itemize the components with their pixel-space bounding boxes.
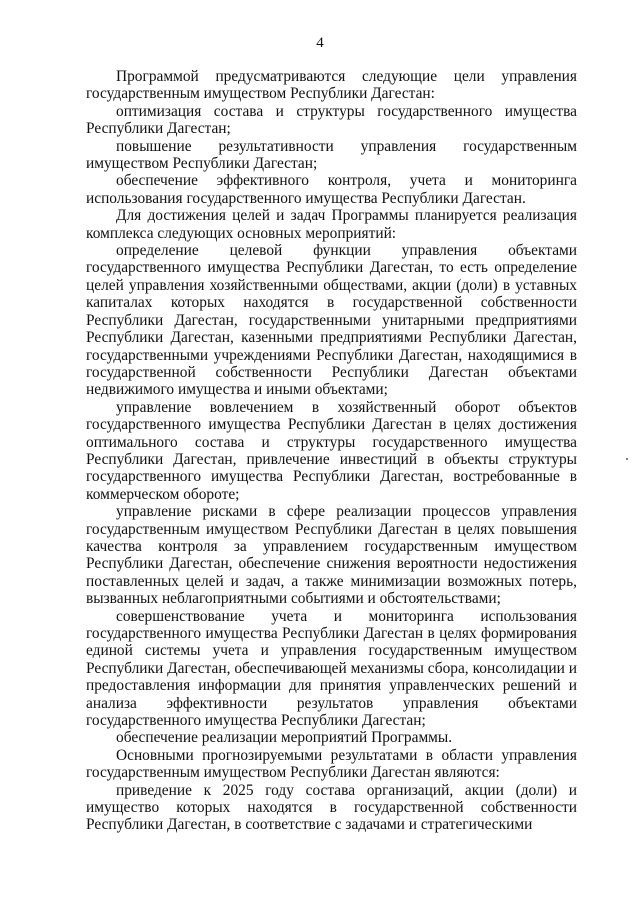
- paragraph-economic-turnover: управление вовлечением в хозяйственный оборот объектов государственного имущества Республики Дагестан в целях достижения оптимального состава и структуры государственного имущества Республики Дагестан, привлечение инвестиций в объекты структуры государственного имущества Республики Дагестан, востребованные в коммерческом обороте;: [86, 398, 577, 503]
- paragraph-target-function: определение целевой функции управления объектами государственного имущества Республики Дагестан, то есть определение целей управления хозяйственными обществами, акции (доли) в уставных капиталах которых находятся в государственной собственности Республики Дагестан, государственными унитарными предприятиями Республики Дагестан, казенными предприятиями Республики Дагестан, государственными учреждениями Республики Дагестан, находящимися в государственной собственности Республики Дагестан объектами недвижимого имущества и иными объектами;: [86, 242, 577, 399]
- document-body: [86, 68, 577, 834]
- paragraph-optimization: оптимизация состава и структуры государственного имущества Республики Дагестан;: [86, 102, 577, 138]
- paragraph-implementation: обеспечение реализации мероприятий Программы.: [116, 729, 453, 747]
- paragraph-measures-intro: Для достижения целей и задач Программы планируется реализация комплекса следующих основных мероприятий:: [86, 207, 577, 242]
- paragraph-expected-results: Основными прогнозируемыми результатами в области управления государственным имуществом Республики Дагестан являются:: [86, 746, 577, 782]
- paragraph-program-goals: Программой предусматриваются следующие цели управления государственным имуществом Республики Дагестан:: [86, 68, 577, 103]
- paragraph-risk-management: управление рисками в сфере реализации процессов управления государственным имуществом Республики Дагестан в целях повышения качества контроля за управлением государственным имуществом Республики Дагестан, обеспечение снижения вероятности недостижения поставленных целей и задач, а также минимизации возможных потерь, вызванных неблагоприятными событиями и обстоятельствами;: [86, 503, 577, 608]
- paragraph-accounting-monitoring: совершенствование учета и мониторинга использования государственного имущества Республики Дагестан в целях формирования единой системы учета и управления государственным имуществом Республики Дагестан, обеспечивающей механизмы сбора, консолидации и предоставления информации для принятия управленческих решений и анализа эффективности результатов управления объектами государственного имущества Республики Дагестан;: [86, 607, 577, 730]
- paragraph-control: обеспечение эффективного контроля, учета и мониторинга использования государственного имущества Республики Дагестан.: [86, 172, 577, 207]
- paragraph-effectiveness: повышение результативности управления государственным имуществом Республики Дагестан;: [86, 137, 577, 173]
- page-number: 4: [316, 35, 324, 51]
- paragraph-organizations-2025: приведение к 2025 году состава организаций, акции (доли) и имущество которых находятся в государственной собственности Республики Дагестан, в соответствие с задачами и стратегическими: [86, 781, 577, 834]
- scan-speck: [626, 458, 628, 460]
